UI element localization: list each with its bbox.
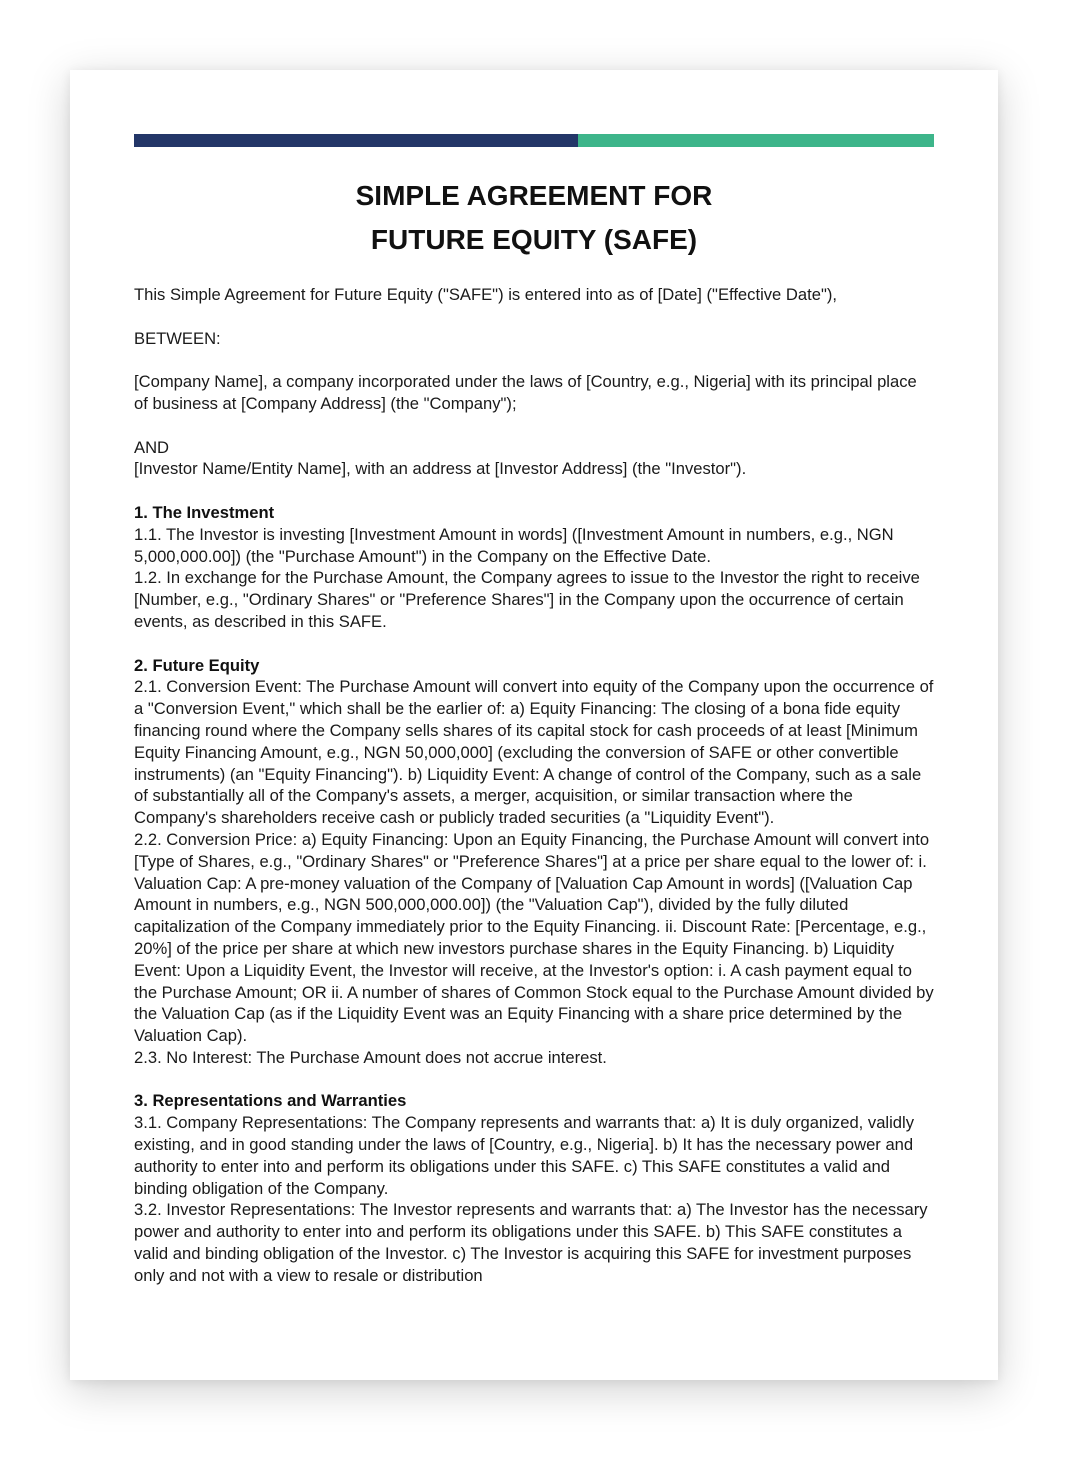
clause: 2.2. Conversion Price: a) Equity Financing: Upon an Equity Financing, the Purchase Amount will convert into [Type of Shares, e.g., "Ordinary Shares" or "Preference Shares"] at a price per share equal to the lower of: i. Valuation Cap: A pre-money valuation of the Company of [Valuation Cap Amount in words] ([Valuation Cap Amount in numbers, e.g., NGN 500,000,000.00]) (the "Valuation Cap"), divided by the fully diluted capitalization of the Company immediately prior to the Equity Financing. ii. Discount Rate: [Percentage, e.g., 20%] of the price per share at which new investors purchase shares in the Equity Financing. b) Liquidity Event: Upon a Liquidity Event, the Investor will receive, at the Investor's option: i. A cash payment equal to the Purchase Amount; OR ii. A number of shares of Common Stock equal to the Purchase Amount divided by the Valuation Cap (as if the Liquidity Event was an Equity Financing with a share price determined by the Valuation Cap). <box>134 829 934 1046</box>
section-representations <box>134 1090 934 1286</box>
company-party-paragraph: [Company Name], a company incorporated under the laws of [Country, e.g., Nigeria] with its principal place of business at [Company Address] (the "Company"); <box>134 372 917 413</box>
clause: 1.1. The Investor is investing [Investment Amount in words] ([Investment Amount in numbers, e.g., NGN 5,000,000.00]) (the "Purchase Amount") in the Company on the Effective Date. <box>134 524 894 566</box>
section-investment <box>134 502 934 633</box>
title-line-2: FUTURE EQUITY (SAFE) <box>370 224 698 255</box>
clause: 3.2. Investor Representations: The Investor represents and warrants that: a) The Investor has the necessary power and authority to enter into and perform its obligations under this SAFE. b) This SAFE constitutes a valid and binding obligation of the Investor. c) The Investor is acquiring this SAFE for investment purposes only and not with a view to resale or distribution <box>134 1200 928 1285</box>
clause: 2.3. No Interest: The Purchase Amount does not accrue interest. <box>134 1047 607 1067</box>
between-label: BETWEEN: <box>134 328 221 348</box>
accent-bar-navy <box>134 134 578 147</box>
section-heading: 2. Future Equity <box>134 655 260 675</box>
section-heading: 1. The Investment <box>134 502 275 522</box>
intro-paragraph: This Simple Agreement for Future Equity ("SAFE") is entered into as of [Date] ("Effective Date"), <box>134 285 837 304</box>
document-body <box>134 284 934 1287</box>
clause: 3.1. Company Representations: The Company represents and warrants that: a) It is duly organized, validly existing, and in good standing under the laws of [Country, e.g., Nigeria]. b) It has the necessary power and authority to enter into and perform its obligations under this SAFE. c) This SAFE constitutes a valid and binding obligation of the Company. <box>134 1113 915 1198</box>
title-line-1: SIMPLE AGREEMENT FOR <box>355 180 713 211</box>
investor-party-paragraph: [Investor Name/Entity Name], with an address at [Investor Address] (the "Investor"). <box>134 459 747 479</box>
clause: 2.1. Conversion Event: The Purchase Amount will convert into equity of the Company upon the occurrence of a "Conversion Event," which shall be the earlier of: a) Equity Financing: The closing of a bona fide equity financing round where the Company sells shares of its capital stock for cash proceeds of at least [Minimum Equity Financing Amount, e.g., NGN 50,000,000] (excluding the conversion of SAFE or other convertible instruments) (an "Equity Financing"). b) Liquidity Event: A change of control of the Company, such as a sale of substantially all of the Company's assets, a merger, acquisition, or similar transaction where the Company's shareholders receive cash or publicly traded securities (a "Liquidity Event"). <box>134 677 934 828</box>
section-future-equity <box>134 655 934 1069</box>
header-accent-bar <box>134 134 934 147</box>
and-label: AND <box>134 437 170 457</box>
clause: 1.2. In exchange for the Purchase Amount, the Company agrees to issue to the Investor the right to receive [Number, e.g., "Ordinary Shares" or "Preference Shares"] in the Company upon the occurrence of certain events, as described in this SAFE. <box>134 568 920 631</box>
section-heading: 3. Representations and Warranties <box>134 1091 407 1111</box>
accent-bar-green <box>578 134 934 147</box>
document-page <box>70 70 998 1380</box>
document-title <box>134 174 934 262</box>
